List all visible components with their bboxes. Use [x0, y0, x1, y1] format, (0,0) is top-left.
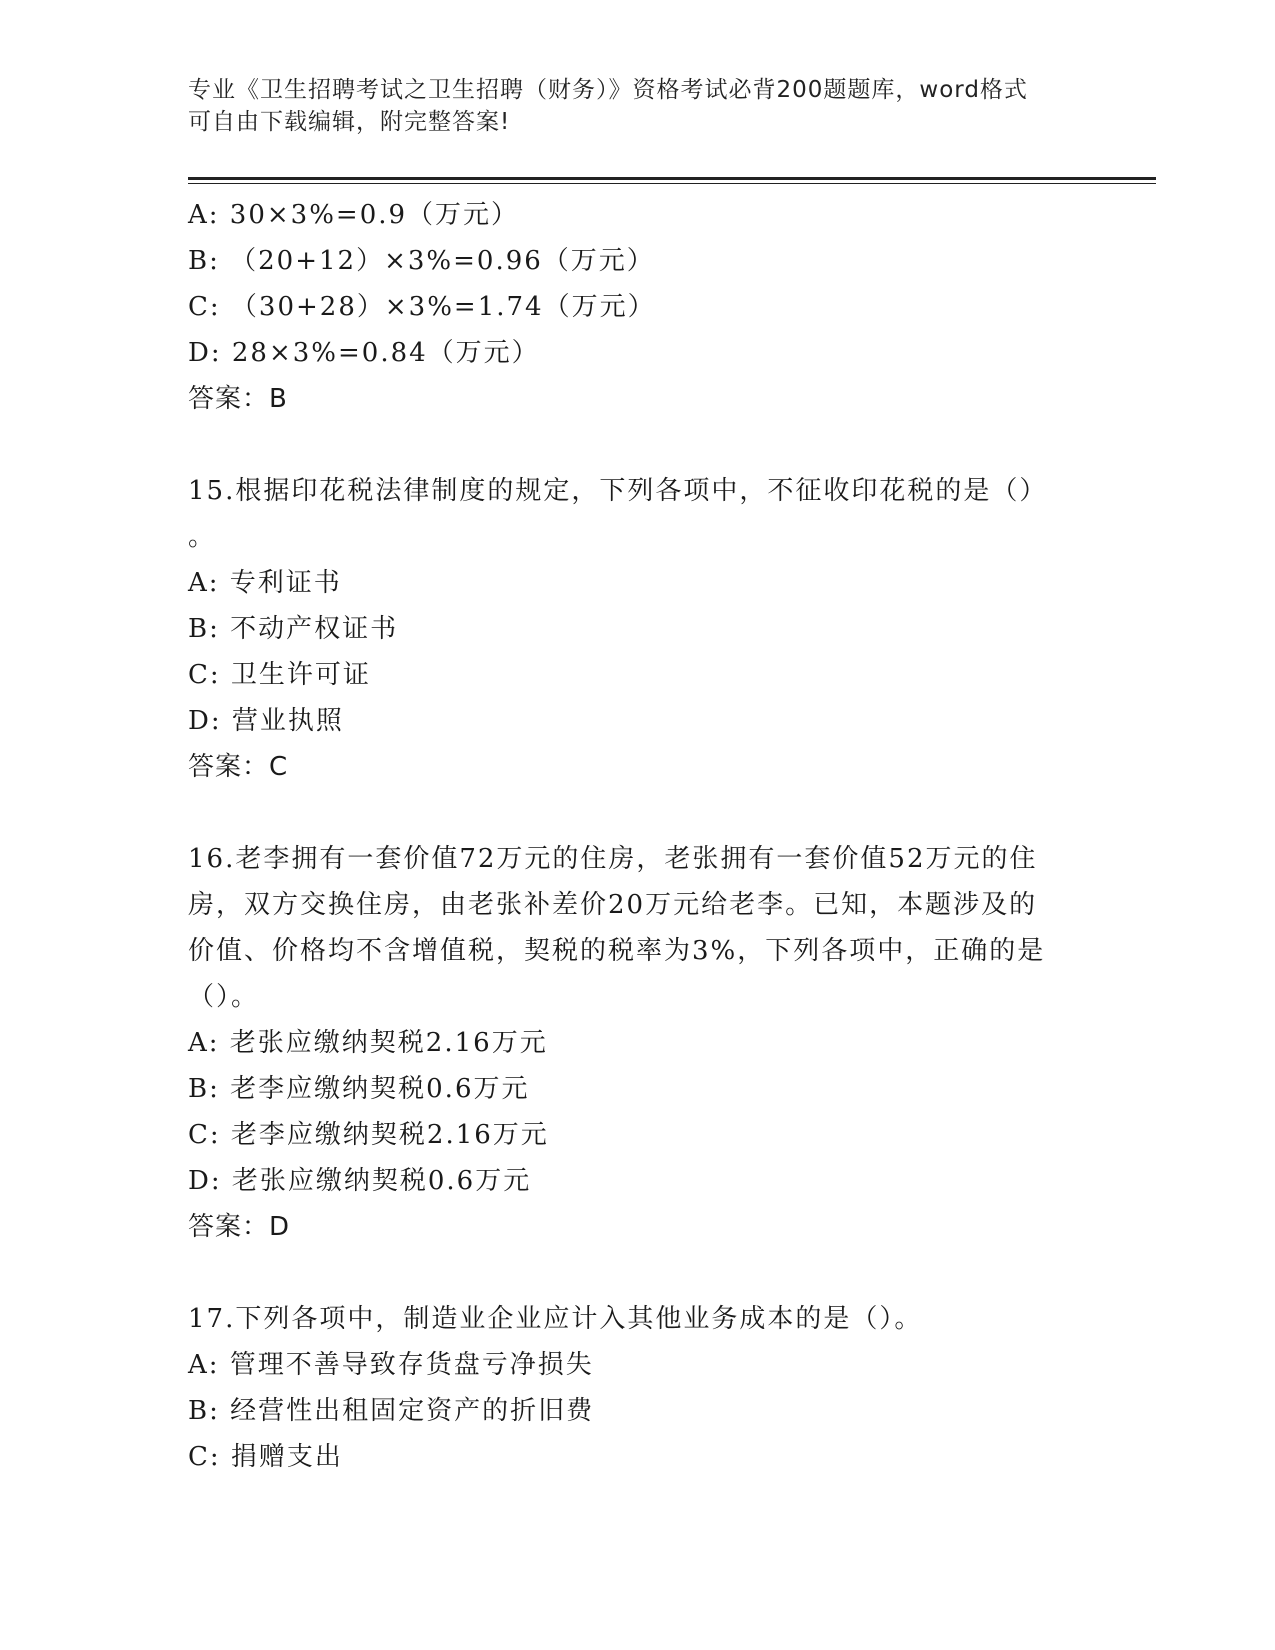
option-d: D: 老张应缴纳契税0.6万元	[188, 1166, 532, 1196]
option-d: D: 营业执照	[188, 706, 344, 736]
header-divider-thin	[188, 183, 1156, 184]
question-block-15	[188, 468, 1088, 790]
header-line-1: 专业《卫生招聘考试之卫生招聘（财务）》资格考试必背200题题库，word格式	[188, 77, 1028, 103]
question-block-17	[188, 1296, 1088, 1480]
spacer	[188, 422, 1088, 468]
question-text-line: （）。	[188, 982, 260, 1012]
spacer	[188, 790, 1088, 836]
question-text-line: 价值、价格均不含增值税，契税的税率为3%，下列各项中，正确的是	[188, 936, 1046, 966]
document-content	[188, 192, 1088, 1480]
option-c: C: 捐赠支出	[188, 1442, 343, 1472]
option-b: B: 老李应缴纳契税0.6万元	[188, 1074, 530, 1104]
question-text-line: 16.老李拥有一套价值72万元的住房，老张拥有一套价值52万元的住	[188, 844, 1038, 874]
option-a: A: 管理不善导致存货盘亏净损失	[188, 1350, 594, 1380]
question-block-14	[188, 192, 1088, 422]
question-text-line: 房，双方交换住房，由老张补差价20万元给老李。已知，本题涉及的	[188, 890, 1038, 920]
answer-line: 答案：B	[188, 384, 288, 414]
header-divider-thick	[188, 177, 1156, 180]
question-text-line: 。	[188, 522, 217, 552]
option-a: A: 30×3%=0.9（万元）	[188, 200, 520, 230]
spacer	[188, 1250, 1088, 1296]
option-d: D: 28×3%=0.84（万元）	[188, 338, 540, 368]
option-c: C: 卫生许可证	[188, 660, 371, 690]
option-c: C: 老李应缴纳契税2.16万元	[188, 1120, 549, 1150]
option-b: B: （20+12）×3%=0.96（万元）	[188, 246, 655, 276]
option-a: A: 专利证书	[188, 568, 342, 598]
answer-line: 答案：D	[188, 1212, 291, 1242]
question-text-line: 15.根据印花税法律制度的规定，下列各项中，不征收印花税的是（）	[188, 476, 1048, 506]
document-header	[188, 74, 1088, 138]
question-text-line: 17.下列各项中，制造业企业应计入其他业务成本的是（）。	[188, 1304, 923, 1334]
header-line-2: 可自由下载编辑，附完整答案!	[188, 109, 511, 135]
option-b: B: 不动产权证书	[188, 614, 399, 644]
question-block-16	[188, 836, 1088, 1250]
answer-line: 答案：C	[188, 752, 289, 782]
option-a: A: 老张应缴纳契税2.16万元	[188, 1028, 548, 1058]
option-b: B: 经营性出租固定资产的折旧费	[188, 1396, 595, 1426]
option-c: C: （30+28）×3%=1.74（万元）	[188, 292, 656, 322]
